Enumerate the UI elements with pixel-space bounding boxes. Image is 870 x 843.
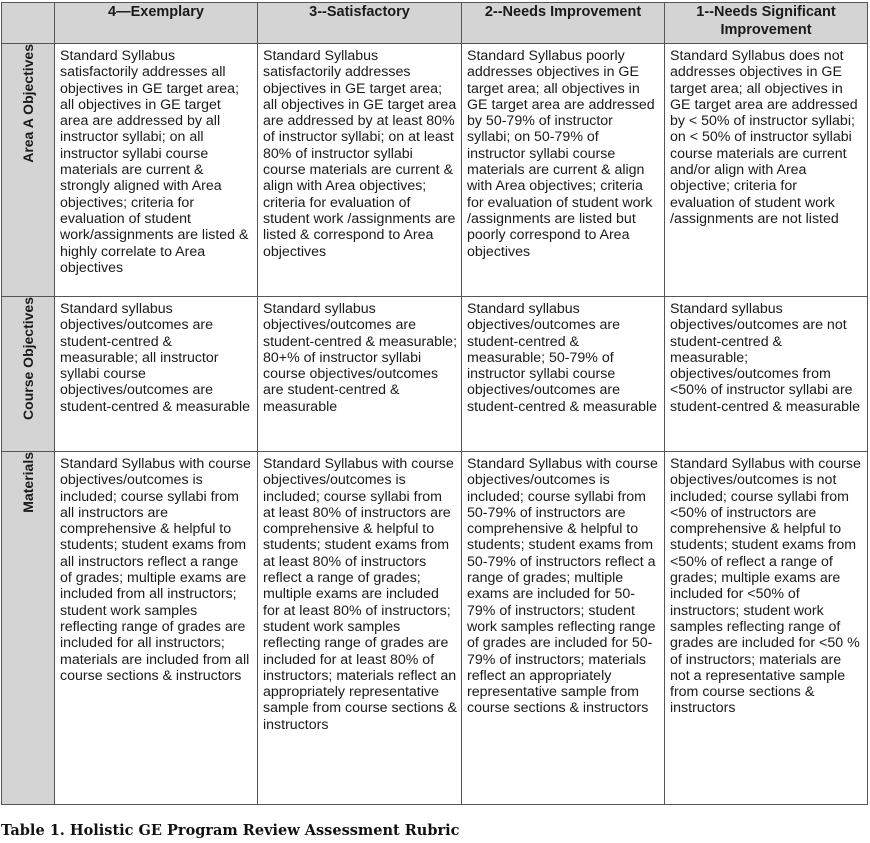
rubric-cell: Standard Syllabus satisfactorily addresses all objectives in GE target area; all objectives in GE target area are addressed by all instructor syllabi; on all instructor syllabi course materials are current & strongly aligned with Area objectives; criteria for evaluation of student work/assignments are listed & highly correlate to Area objectives (55, 44, 258, 297)
rubric-cell: Standard Syllabus poorly addresses objectives in GE target area; all objectives in GE target area are addressed by 50-79% of instructor syllabi; on 50-79% of instructor syllabi course materials are current & align with Area objectives; criteria for evaluation of student work /assignments are listed but poorly correspond to Area objectives (462, 44, 665, 297)
row-label-cell (2, 452, 55, 805)
header-satisfactory: 3--Satisfactory (258, 3, 462, 44)
header-exemplary: 4—Exemplary (55, 3, 258, 44)
rubric-cell: Standard syllabus objectives/outcomes are student-centred & measurable; all instructor syllabi course objectives/outcomes are student-centred & measurable (55, 297, 258, 452)
table-row-area-a-objectives (2, 44, 868, 297)
corner-cell (2, 3, 55, 44)
table-row-course-objectives (2, 297, 868, 452)
header-needs-significant-improvement: 1--Needs Significant Improvement (665, 3, 868, 44)
rubric-cell: Standard Syllabus with course objectives/outcomes is included; course syllabi from all instructors are comprehensive & helpful to students; student exams from all instructors reflect a range of grades; multiple exams are included from all instructors; student work samples reflecting range of grades are included for all instructors; materials are included from all course sections & instructors (55, 452, 258, 805)
rubric-cell: Standard syllabus objectives/outcomes are student-centred & measurable; 80+% of instructor syllabi course objectives/outcomes are student-centred & measurable (258, 297, 462, 452)
rubric-cell: Standard Syllabus does not addresses objectives in GE target area; all objectives in GE target area are addressed by < 50% of instructor syllabi; on < 50% of instructor syllabi course materials are current and/or align with Area objective; criteria for evaluation of student work /assignments are not listed (665, 44, 868, 297)
table-row-materials (2, 452, 868, 805)
rubric-cell: Standard syllabus objectives/outcomes are not student-centred & measurable; objectives/outcomes from <50% of instructor syllabi are student-centred & measurable (665, 297, 868, 452)
header-needs-improvement: 2--Needs Improvement (462, 3, 665, 44)
rubric-cell: Standard Syllabus with course objectives/outcomes is included; course syllabi from at least 80% of instructors are comprehensive & helpful to students; student exams from at least 80% of instructors reflect a range of grades; multiple exams are included for at least 80% of instructors; student work samples reflecting range of grades are included for at least 80% of instructors; materials reflect an appropriately representative sample from course sections & instructors (258, 452, 462, 805)
rubric-cell: Standard Syllabus with course objectives/outcomes is not included; course syllabi from <50% of instructors are comprehensive & helpful to students; student exams from <50% of reflect a range of grades; multiple exams are included for <50% of instructors; student work samples reflecting range of grades are included for <50 % of instructors; materials are not a representative sample from course sections & instructors (665, 452, 868, 805)
rubric-cell: Standard Syllabus with course objectives/outcomes is included; course syllabi from 50-79% of instructors are comprehensive & helpful to students; student exams from 50-79% of instructors reflect a range of grades; multiple exams are included for 50-79% of instructors; student work samples reflecting range of grades are included for 50-79% of instructors; materials reflect an appropriately representative sample from course sections & instructors (462, 452, 665, 805)
rubric-table (1, 2, 868, 805)
table-caption: Table 1. Holistic GE Program Review Assessment Rubric (1, 822, 460, 839)
rubric-cell: Standard syllabus objectives/outcomes are student-centred & measurable; 50-79% of instructor syllabi course objectives/outcomes are student-centred & measurable (462, 297, 665, 452)
row-label: Course Objectives (20, 297, 36, 420)
header-row (2, 3, 868, 44)
row-label-cell (2, 44, 55, 297)
row-label-cell (2, 297, 55, 452)
row-label: Area A Objectives (20, 44, 36, 163)
rubric-cell: Standard Syllabus satisfactorily addresses objectives in GE target area; all objectives in GE target area are addressed by at least 80% of instructor syllabi; on at least 80% of instructor syllabi course materials are current & align with Area objectives; criteria for evaluation of student work /assignments are listed & correspond to Area objectives (258, 44, 462, 297)
row-label: Materials (20, 452, 36, 513)
